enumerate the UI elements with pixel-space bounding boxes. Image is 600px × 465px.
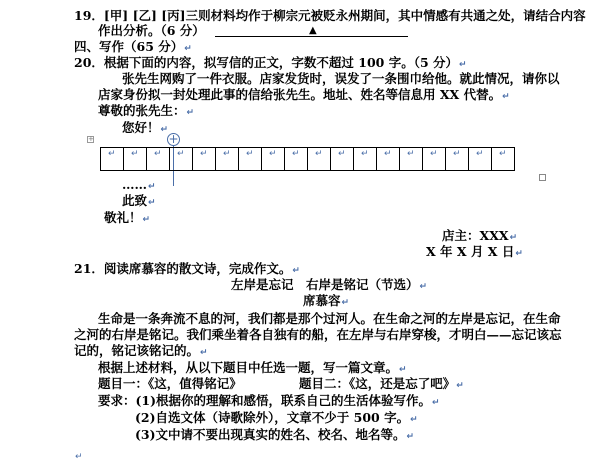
paragraph-mark-icon: ↵ <box>432 398 440 408</box>
paragraph-mark-icon: ↵ <box>456 381 464 391</box>
answer-grid-cell[interactable] <box>261 147 285 171</box>
letter-salutation: 尊敬的张先生：↵ <box>98 103 195 118</box>
paragraph-mark-icon: ↵ <box>509 233 518 243</box>
cell-end-mark-icon: ↵ <box>154 149 162 159</box>
trailing-paragraph-mark <box>74 447 83 465</box>
answer-grid-cell[interactable] <box>422 147 446 171</box>
q21-topic-2: 题目二：《这，还是忘了吧》↵ <box>299 376 464 391</box>
paragraph-mark-icon: ↵ <box>148 182 156 192</box>
answer-grid-cell[interactable] <box>376 147 400 171</box>
answer-grid-cell[interactable] <box>100 147 124 171</box>
q21-topic-1: 题目一：《这，值得铭记》 <box>98 376 242 391</box>
answer-blank-line <box>215 36 408 37</box>
letter-closing-1: 此致↵ <box>122 193 156 208</box>
table-move-handle-icon[interactable]: + <box>88 135 94 143</box>
cell-end-mark-icon: ↵ <box>407 149 415 159</box>
answer-grid-row[interactable] <box>100 147 514 171</box>
paragraph-mark-icon: ↵ <box>459 60 467 70</box>
cell-end-mark-icon: ↵ <box>131 149 139 159</box>
cell-end-mark-icon: ↵ <box>430 149 438 159</box>
poem-title: 左岸是忘记 右岸是铭记（节选）↵ <box>231 277 428 292</box>
paragraph-mark-icon: ↵ <box>419 282 428 292</box>
q19-line-1: 19．[甲] [乙] [丙]三则材料均作于柳宗元被贬永州期间，其中情感有共通之处，请结合内容 <box>74 8 586 23</box>
q20-line-3: 店家身份拟一封处理此事的信给张先生。地址、姓名等信息用 XX 代替。↵ <box>98 87 510 102</box>
paragraph-mark-icon: ↵ <box>399 365 407 375</box>
answer-grid-cell[interactable] <box>146 147 170 171</box>
paragraph-mark-icon: ↵ <box>200 348 208 358</box>
answer-placeholder-triangle: ▲ <box>309 25 317 36</box>
answer-grid-cell[interactable] <box>284 147 308 171</box>
poem-para-line-2: 之河的右岸是铭记。我们乘坐着各自独有的船，在左岸与右岸穿梭，才明白——忘记该忘 <box>74 327 562 342</box>
cell-end-mark-icon: ↵ <box>200 149 208 159</box>
cell-end-mark-icon: ↵ <box>453 149 461 159</box>
answer-grid-cell[interactable] <box>215 147 239 171</box>
q21-requirement-3: (3)文中请不要出现真实的姓名、校名、地名等。↵ <box>135 427 415 442</box>
q20-line-1: 20．根据下面的内容，拟写信的正文，字数不超过 100 字。（5 分）↵ <box>74 55 467 70</box>
answer-grid-cell[interactable] <box>330 147 354 171</box>
q20-line-2: 张先生网购了一件衣服。店家发货时，误发了一条围巾给他。就此情况，请你以 <box>122 71 560 86</box>
cell-end-mark-icon: ↵ <box>223 149 231 159</box>
paragraph-mark-icon: ↵ <box>184 44 192 54</box>
cell-end-mark-icon: ↵ <box>108 149 116 159</box>
paragraph-mark-icon: ↵ <box>292 266 300 276</box>
answer-grid-cell[interactable] <box>238 147 262 171</box>
paragraph-mark-icon: ↵ <box>406 432 415 442</box>
answer-grid-cell[interactable] <box>491 147 515 171</box>
q21-requirement-2: (2)自选文体（诗歌除外），文章不少于 500 字。↵ <box>135 410 418 425</box>
insert-column-plus-icon[interactable]: + <box>168 132 179 146</box>
answer-grid-cell[interactable] <box>468 147 492 171</box>
poem-para-line-1: 生命是一条奔流不息的河，我们都是那个过河人。在生命之河的左岸是忘记，在生命 <box>98 311 561 326</box>
paragraph-mark-icon: ↵ <box>160 125 169 135</box>
cell-end-mark-icon: ↵ <box>177 149 185 159</box>
section-heading-writing: 四、写作（65 分）↵ <box>74 39 192 54</box>
table-resize-handle-icon[interactable] <box>539 174 546 181</box>
letter-sender: 店主：XXX↵ <box>442 228 518 243</box>
paragraph-mark-icon: ↵ <box>410 415 418 425</box>
cell-end-mark-icon: ↵ <box>292 149 300 159</box>
cell-end-mark-icon: ↵ <box>384 149 392 159</box>
paragraph-mark-icon: ↵ <box>142 215 151 225</box>
cell-end-mark-icon: ↵ <box>315 149 323 159</box>
q21-instruction: 根据上述材料，从以下题目中任选一题，写一篇文章。↵ <box>98 360 407 375</box>
answer-grid-cell[interactable] <box>192 147 216 171</box>
answer-grid-cell[interactable] <box>123 147 147 171</box>
cell-end-mark-icon: ↵ <box>246 149 254 159</box>
cell-end-mark-icon: ↵ <box>361 149 369 159</box>
q21-line-1: 21．阅读席慕容的散文诗，完成作文。↵ <box>74 261 300 276</box>
poem-author: 席慕容↵ <box>303 293 350 308</box>
letter-ellipsis: ……↵ <box>122 177 156 192</box>
letter-closing-2: 敬礼！↵ <box>104 210 151 225</box>
paragraph-mark-icon: ↵ <box>502 92 510 102</box>
cell-end-mark-icon: ↵ <box>338 149 346 159</box>
letter-greeting: 您好！↵ <box>122 120 169 135</box>
paragraph-mark-icon: ↵ <box>186 108 195 118</box>
paragraph-mark-icon: ↵ <box>75 452 83 462</box>
paragraph-mark-icon: ↵ <box>515 249 523 259</box>
answer-grid-cell[interactable] <box>445 147 469 171</box>
answer-grid-cell[interactable] <box>353 147 377 171</box>
q19-line-2: 作出分析。（6 分） <box>98 23 205 38</box>
letter-date: X 年 X 月 X 日↵ <box>426 244 523 259</box>
answer-grid-cell[interactable] <box>169 147 193 171</box>
paragraph-mark-icon: ↵ <box>148 198 156 208</box>
answer-grid-cell[interactable] <box>307 147 331 171</box>
answer-grid-cell[interactable] <box>399 147 423 171</box>
cell-end-mark-icon: ↵ <box>269 149 277 159</box>
q21-requirement-1: 要求：(1)根据你的理解和感悟，联系自己的生活体验写作。↵ <box>98 393 440 408</box>
cell-end-mark-icon: ↵ <box>476 149 484 159</box>
cell-end-mark-icon: ↵ <box>499 149 507 159</box>
poem-para-line-3: 记的，铭记该铭记的。↵ <box>74 343 208 358</box>
paragraph-mark-icon: ↵ <box>341 298 350 308</box>
